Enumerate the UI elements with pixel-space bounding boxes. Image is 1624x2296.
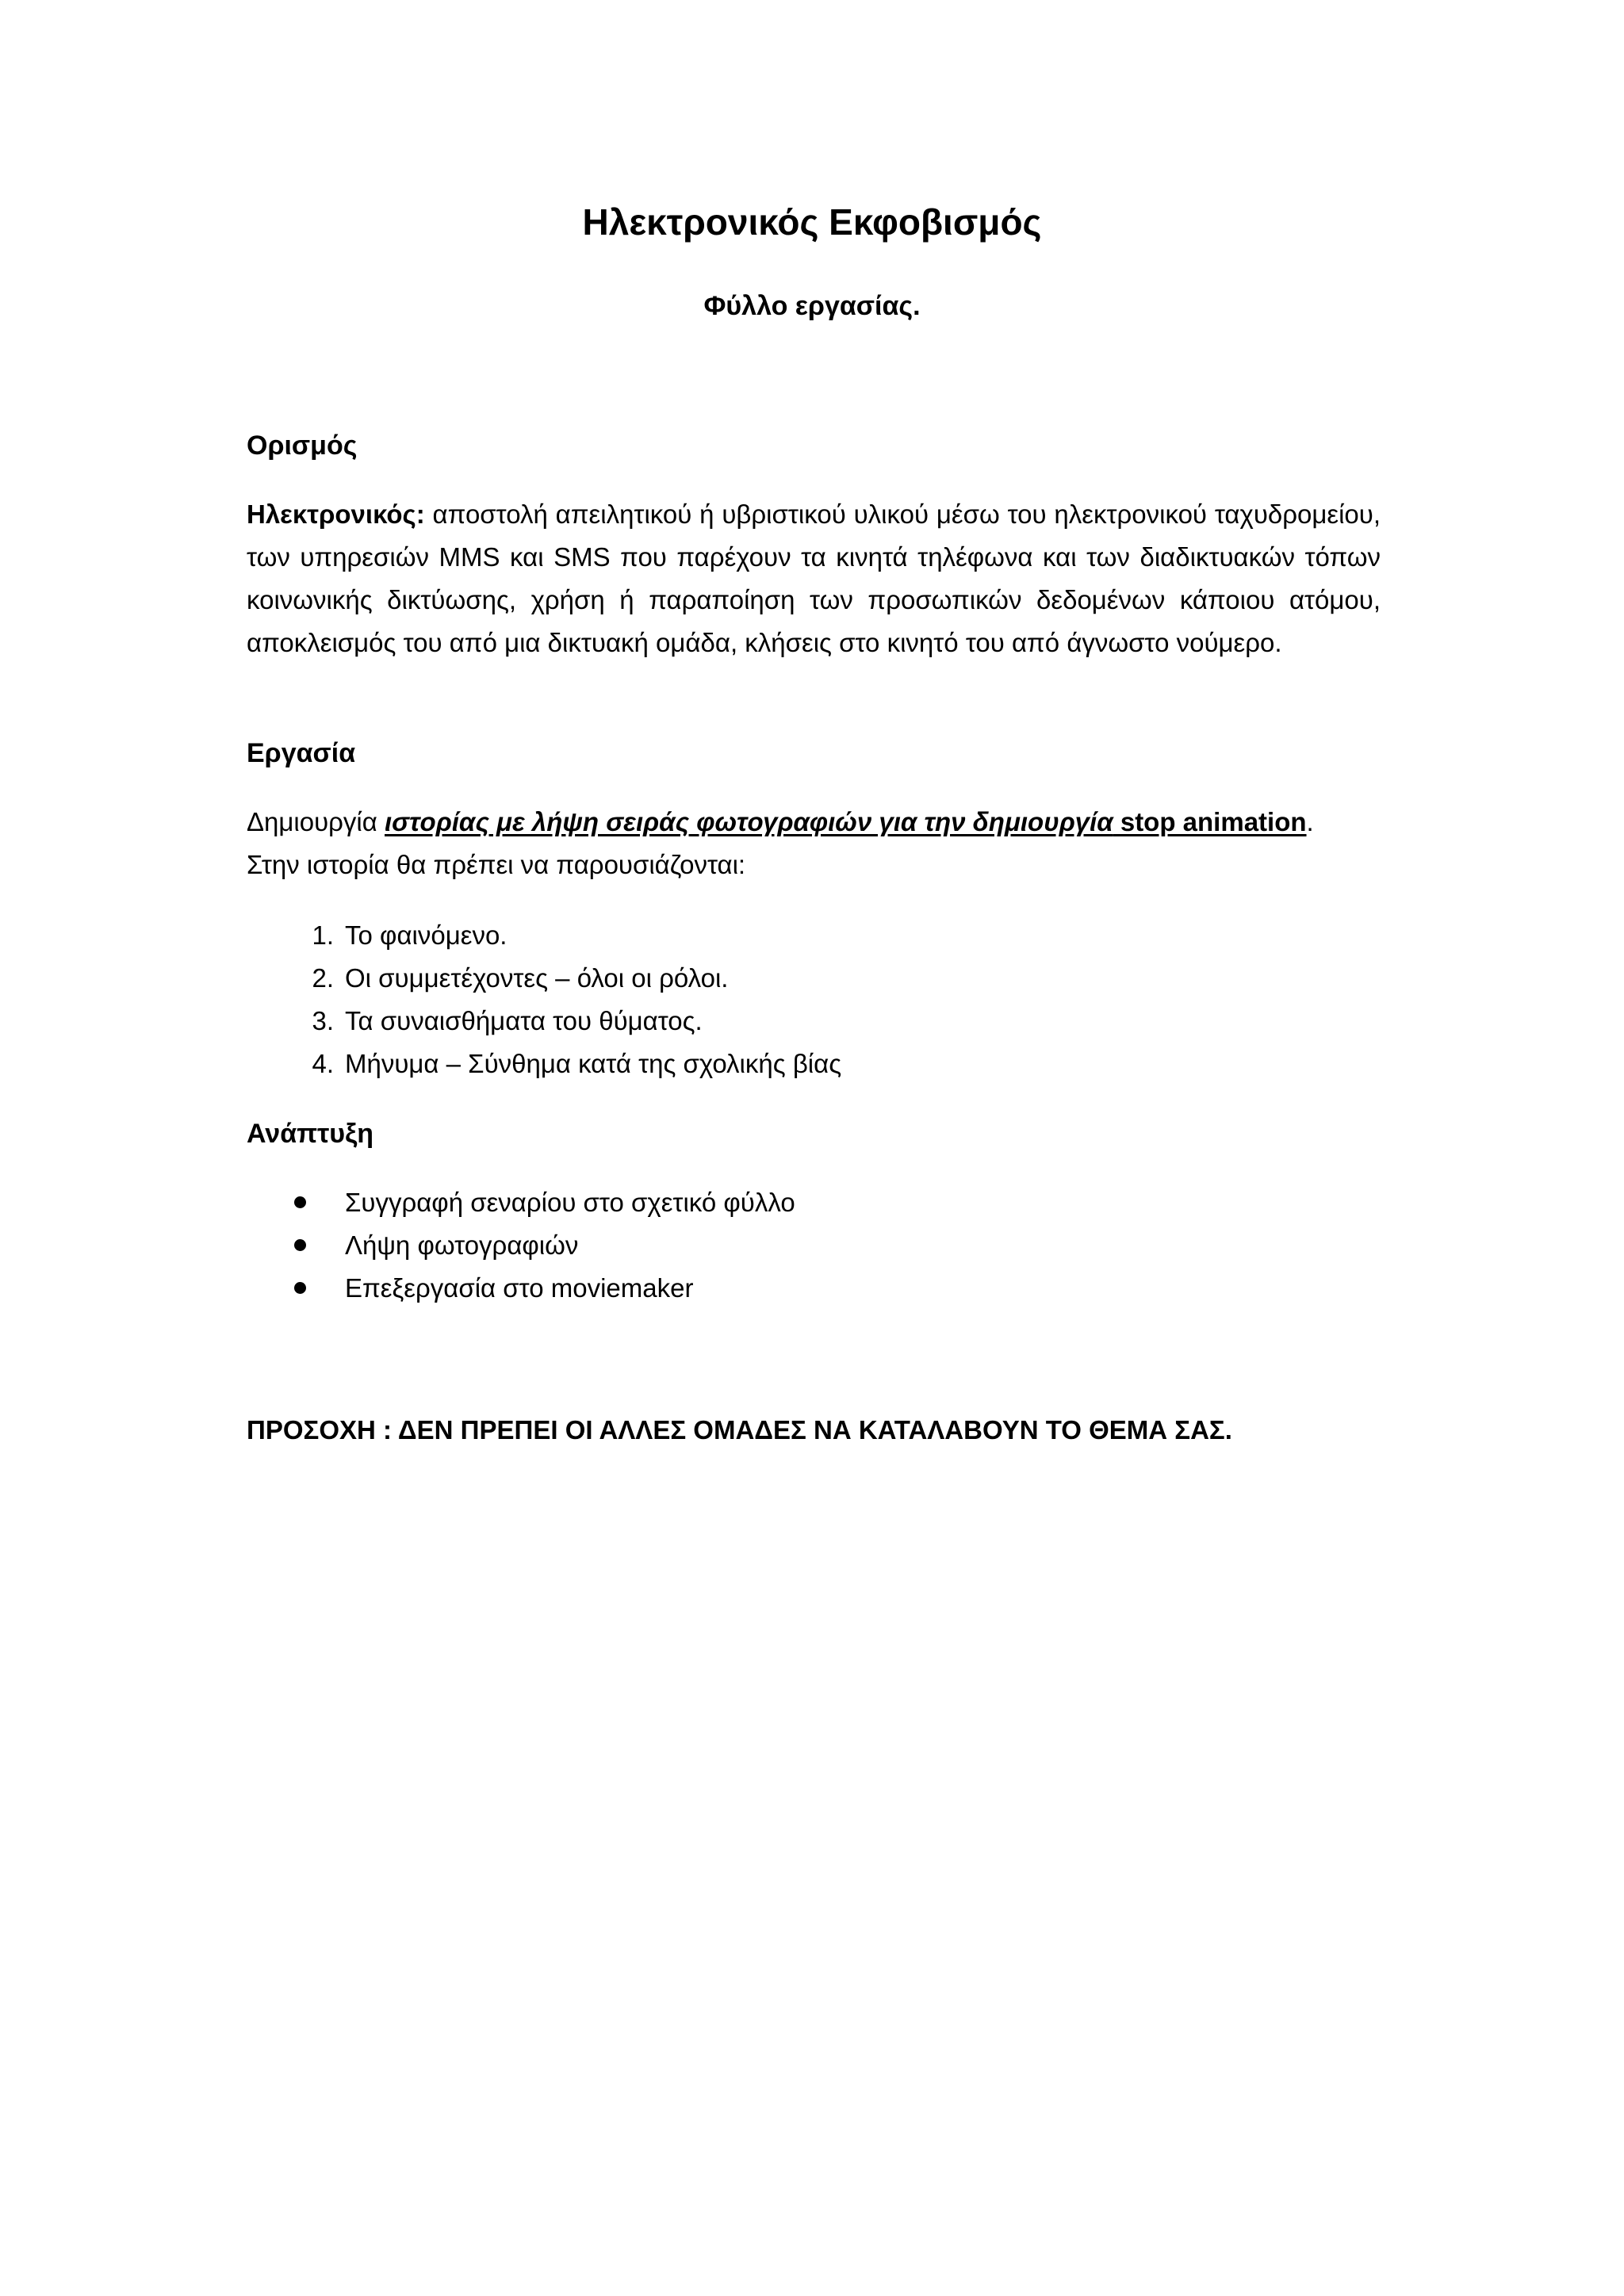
list-item-text: Μήνυμα – Σύνθημα κατά της σχολικής βίας (345, 1049, 842, 1078)
development-heading: Ανάπτυξη (247, 1119, 374, 1149)
task-intro: Δημιουργία (247, 807, 385, 836)
definition-paragraph (247, 493, 1381, 664)
list-item-text: Το φαινόμενο. (345, 920, 508, 950)
task-period: . (1306, 807, 1314, 836)
list-number: 2. (312, 963, 334, 993)
list-item-text: Επεξεργασία στο moviemaker (345, 1273, 694, 1303)
list-number: 3. (312, 1006, 334, 1035)
list-item (247, 1000, 1381, 1043)
task-numbered-list (247, 914, 1381, 1085)
task-line2: Στην ιστορία θα πρέπει να παρουσιάζονται: (247, 850, 746, 879)
definition-text: αποστολή απειλητικού ή υβριστικού υλικού μέσω του ηλεκτρονικού ταχυδρομείου, των υπηρεσιών MMS και SMS που παρέχουν τα κινητά τηλέφωνα και των διαδικτυακών τόπων κοινωνικής δικτύωσης, χρήση ή παραποίηση των προσωπικών δεδομένων κάποιου ατόμου, αποκλεισμός του από μια δικτυακή ομάδα, κλήσεις στο κινητό του από άγνωστο νούμερο. (247, 499, 1381, 657)
list-number: 4. (312, 1049, 334, 1078)
definition-lead: Ηλεκτρονικός: (247, 499, 425, 529)
list-item (247, 957, 1381, 1000)
warning-notice: ΠΡΟΣΟΧΗ : ΔΕΝ ΠΡΕΠΕΙ ΟΙ ΑΛΛΕΣ ΟΜΑΔΕΣ ΝΑ ΚΑΤΑΛΑΒΟΥΝ ΤΟ ΘΕΜΑ ΣΑΣ. (247, 1415, 1232, 1445)
task-emphasis-tail: stop animation (1113, 807, 1307, 836)
task-emphasis: ιστορίας με λήψη σειράς φωτογραφιών για την δημιουργία (385, 807, 1113, 836)
definition-heading: Ορισμός (247, 430, 358, 461)
list-number: 1. (312, 920, 334, 950)
bullet-icon (294, 1282, 306, 1294)
list-item-text: Λήψη φωτογραφιών (345, 1230, 579, 1260)
list-item (247, 1224, 1381, 1267)
task-heading: Εργασία (247, 738, 356, 768)
list-item (247, 1043, 1381, 1085)
document-title: Ηλεκτρονικός Εκφοβισμός (582, 201, 1042, 243)
list-item (247, 1267, 1381, 1310)
list-item (247, 1181, 1381, 1224)
list-item (247, 914, 1381, 957)
bullet-icon (294, 1239, 306, 1251)
document-subtitle: Φύλλο εργασίας. (703, 291, 921, 321)
list-item-text: Οι συμμετέχοντες – όλοι οι ρόλοι. (345, 963, 729, 993)
task-paragraph (247, 801, 1381, 886)
development-bullet-list (247, 1181, 1381, 1310)
list-item-text: Συγγραφή σεναρίου στο σχετικό φύλλο (345, 1188, 795, 1217)
bullet-icon (294, 1196, 306, 1208)
list-item-text: Τα συναισθήματα του θύματος. (345, 1006, 703, 1035)
